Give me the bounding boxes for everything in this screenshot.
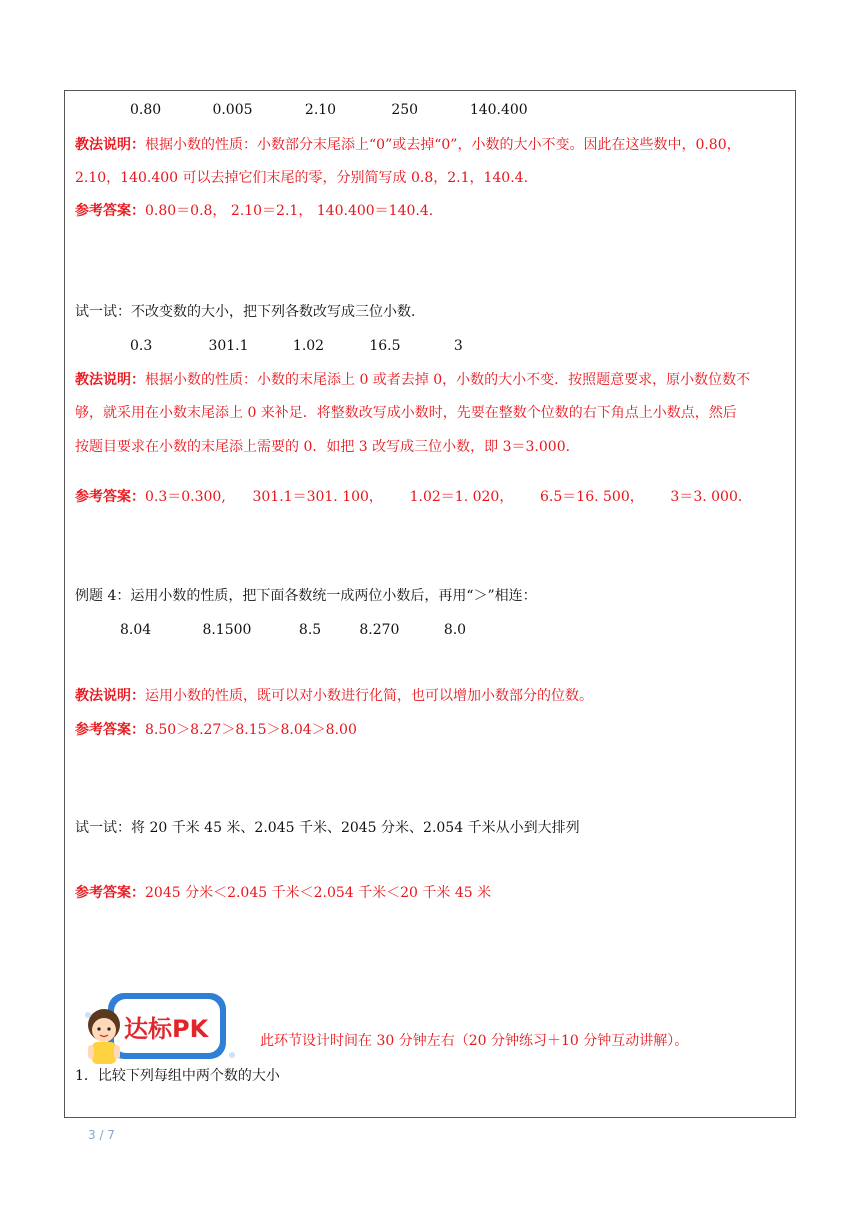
pk-badge-text: 达标PK	[124, 1015, 209, 1043]
number: 8.0	[443, 622, 467, 638]
exercise-prompt: 例题 4：运用小数的性质，把下面各数统一成两位小数后，再用“＞”相连：	[75, 588, 537, 604]
exercise-prompt: 试一试：将 20 千米 45 米、2.045 千米、2045 分米、2.054 千米从小到大排列	[75, 820, 580, 836]
answer-text: 0.3＝0.300, 301.1＝301. 100， 1.02＝1. 020， 6.5＝16. 500， 3＝3. 000．	[145, 489, 752, 505]
answer-label: 参考答案：	[75, 489, 145, 505]
question-1: 1．比较下列每组中两个数的大小	[75, 1068, 280, 1084]
method-text: 根据小数的性质：小数部分末尾添上“0”或去掉“0”，小数的大小不变。因此在这些数中，0.80，	[145, 137, 741, 153]
number: 8.1500	[202, 622, 252, 638]
method-label: 教法说明：	[75, 137, 145, 153]
time-note: 此环节设计时间在 30 分钟左右（20 分钟练习＋10 分钟互动讲解）。	[260, 1033, 689, 1049]
number: 301.1	[208, 338, 249, 354]
number-row	[130, 336, 463, 356]
number: 3	[453, 338, 463, 354]
exercise-prompt: 试一试：不改变数的大小，把下列各数改写成三位小数．	[75, 304, 425, 320]
method-label: 教法说明：	[75, 688, 145, 704]
answer-label: 参考答案：	[75, 885, 145, 901]
pk-badge-illustration	[80, 985, 240, 1075]
number: 8.5	[298, 622, 322, 638]
reference-answer	[75, 883, 491, 903]
answer-text: 0.80＝0.8， 2.10＝2.1， 140.400＝140.4.	[145, 203, 434, 219]
number-row	[130, 100, 528, 120]
page-number: 3 / 7	[88, 1128, 115, 1142]
reference-answer	[75, 487, 752, 507]
method-explanation	[75, 686, 593, 706]
number-row	[120, 620, 466, 640]
reference-answer	[75, 201, 433, 221]
number: 8.270	[359, 622, 400, 638]
answer-label: 参考答案：	[75, 203, 145, 219]
number: 0.005	[212, 102, 253, 118]
number: 16.5	[369, 338, 401, 354]
method-text-cont: 够，就采用在小数末尾添上 0 来补足．将整数改写成小数时，先要在整数个位数的右下角点上小数点，然后	[75, 405, 737, 421]
method-text-cont: 按题目要求在小数的末尾添上需要的 0．如把 3 改写成三位小数，即 3＝3.000．	[75, 439, 580, 455]
number: 0.3	[130, 338, 153, 354]
answer-label: 参考答案：	[75, 722, 145, 738]
number: 0.80	[130, 102, 162, 118]
method-explanation	[75, 135, 741, 155]
reference-answer	[75, 720, 357, 740]
number: 2.10	[304, 102, 337, 118]
answer-text: 8.50＞8.27＞8.15＞8.04＞8.00	[145, 722, 357, 738]
method-label: 教法说明：	[75, 372, 145, 388]
number: 8.04	[120, 622, 152, 638]
method-explanation	[75, 370, 750, 390]
answer-text: 2045 分米＜2.045 千米＜2.054 千米＜20 千米 45 米	[145, 885, 492, 901]
method-text-cont: 2.10，140.400 可以去掉它们末尾的零，分别简写成 0.8，2.1，140.4.	[75, 170, 529, 186]
number: 250	[391, 102, 419, 118]
number: 140.400	[469, 102, 528, 118]
method-text: 运用小数的性质，既可以对小数进行化简，也可以增加小数部分的位数。	[145, 688, 593, 704]
number: 1.02	[292, 338, 325, 354]
method-text: 根据小数的性质：小数的末尾添上 0 或者去掉 0，小数的大小不变．按照题意要求，原小数位数不	[145, 372, 751, 388]
